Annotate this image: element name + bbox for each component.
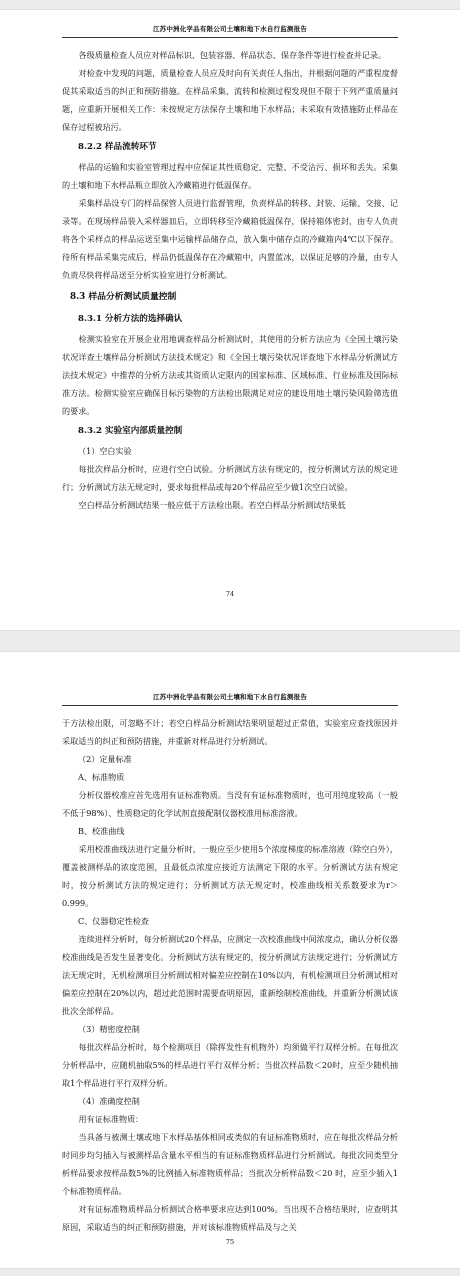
list-label: （3）精密度控制 bbox=[78, 1024, 140, 1034]
page-number: 75 bbox=[225, 1238, 235, 1246]
subsection-heading: 8.3.1 分析方法的选择确认 bbox=[78, 314, 183, 324]
paragraph: 当具备与被测土壤或地下水样品基体相同或类似的有证标准物质时，应在每批次样品分析时同步均匀插入与被测样品含量水平相当的有证标准物质样品进行分析测试。每批次同类型分析样品要求按样品数5%的比例插入标准物质样品；当批次分析样品数＜20 时，应至少插入1个标准物质样品。 bbox=[62, 1132, 398, 1196]
list-label: A、标准物质 bbox=[78, 772, 125, 782]
subsection-heading: 8.2.2 样品流转环节 bbox=[78, 142, 157, 152]
paragraph: 分析仪器校准应首先选用有证标准物质。当没有有证标准物质时，也可用纯度较高（一般不低于98%）、性质稳定的化学试剂直接配制仪器校准用标准溶液。 bbox=[62, 790, 398, 818]
list-label: B、校准曲线 bbox=[78, 826, 125, 836]
paragraph: 用有证标准物质： bbox=[78, 1114, 144, 1124]
subsection-heading: 8.3.2 实验室内部质量控制 bbox=[78, 426, 183, 436]
paragraph: 样品的运输和实验室管理过程中应保证其性质稳定、完整、不受沾污、损坏和丢失。采集的土壤和地下水样品瓶立即放入冷藏箱进行低温保存。 bbox=[62, 162, 398, 190]
page-header: 江苏中洲化学品有限公司土壤和地下水自行监测报告 bbox=[62, 24, 398, 38]
document-page-75 bbox=[0, 652, 460, 1268]
page-body bbox=[62, 46, 398, 514]
paragraph: 空白样品分析测试结果一般应低于方法检出限。若空白样品分析测试结果低 bbox=[78, 500, 346, 510]
page-header: 江苏中洲化学品有限公司土壤和地下水自行监测报告 bbox=[62, 692, 398, 706]
paragraph: 采集样品设专门的样品保管人员进行监督管理，负责样品的转移、封装、运输、交接、记录等。在现场样品装入采样器皿后，立即转移至冷藏箱低温保存，保持箱体密封，由专人负责将各个采样点的样品运送至集中运输样品储存点，放入集中储存点的冷藏箱内4℃以下保存。待所有样品采集完成后，样品仍低温保存在冷藏箱中，内置蓝冰，以保证足够的冷量，由专人负责尽快将样品送至分析实验室进行分析测试。 bbox=[62, 198, 398, 280]
paragraph: 对有证标准物质样品分析测试合格率要求应达到100%。当出现不合格结果时，应查明其原因，采取适当的纠正和预防措施，并对该标准物质样品及与之关 bbox=[62, 1204, 398, 1232]
paragraph: 每批次样品分析时，应进行空白试验。分析测试方法有规定的，按分析测试方法的规定进行；分析测试方法无规定时，要求每批样品或每20个样品应至少做1次空白试验。 bbox=[62, 464, 398, 492]
document-page-74 bbox=[0, 10, 460, 630]
list-label: （2）定量标准 bbox=[78, 754, 132, 764]
page-number: 74 bbox=[225, 590, 235, 598]
list-label: C、仪器稳定性检查 bbox=[78, 916, 149, 926]
paragraph: 采用校准曲线法进行定量分析时，一般应至少使用5个浓度梯度的标准溶液（除空白外），覆盖被测样品的浓度范围，且最低点浓度应接近方法测定下限的水平。分析测试方法有规定时，按分析测试方法的规定进行；分析测试方法无规定时，校准曲线相关系数要求为r＞0.999。 bbox=[62, 844, 398, 908]
page-body bbox=[62, 714, 398, 1236]
paragraph: 检测实验室在开展企业用地调查样品分析测试时，其使用的分析方法应为《全国土壤污染状况详查土壤样品分析测试方法技术规定》和《全国土壤污染状况详查地下水样品分析测试方法技术规定》中推荐的分析方法或其资质认定限内的国家标准、区域标准、行业标准及国际标准方法。检测实验室应确保目标污染物的方法检出限满足对应的建设用地土壤污染风险筛选值的要求。 bbox=[62, 334, 398, 416]
list-label: （4）准确度控制 bbox=[78, 1096, 140, 1106]
paragraph: 连续进样分析时，每分析测试20个样品，应测定一次校准曲线中间浓度点，确认分析仪器校准曲线是否发生显著变化。分析测试方法有规定的，按分析测试方法规定进行；分析测试方法无规定时，无机检测项目分析测试相对偏差应控制在10%以内，有机检测项目分析测试相对偏差应控制在20%以内，超过此范围时需要查明原因，重新绘制校准曲线，并重新分析测试该批次全部样品。 bbox=[62, 934, 398, 1016]
list-label: （1）空白实验 bbox=[78, 446, 132, 456]
paragraph: 于方法检出限，可忽略不计；若空白样品分析测试结果明显超过正常值，实验室应查找原因并采取适当的纠正和预防措施，并重新对样品进行分析测试。 bbox=[62, 718, 398, 746]
paragraph: 各级质量检查人员应对样品标识、包装容器、样品状态、保存条件等进行检查并记录。 bbox=[78, 50, 387, 60]
paragraph: 每批次样品分析时，每个检测项目（除挥发性有机物外）均须做平行双样分析。在每批次分析样品中，应随机抽取5%的样品进行平行双样分析；当批次样品数＜20时，应至少随机抽取1个样品进行平行双样分析。 bbox=[62, 1042, 398, 1088]
paragraph: 对检查中发现的问题，质量检查人员应及时向有关责任人指出，并根据问题的严重程度督促其采取适当的纠正和预防措施。在样品采集、流转和检测过程发现但不限于下列严重质量问题，应重新开展相关工作：未按规定方法保存土壤和地下水样品；未采取有效措施防止样品在保存过程被玷污。 bbox=[62, 68, 398, 132]
section-heading: 8.3 样品分析测试质量控制 bbox=[70, 292, 177, 302]
